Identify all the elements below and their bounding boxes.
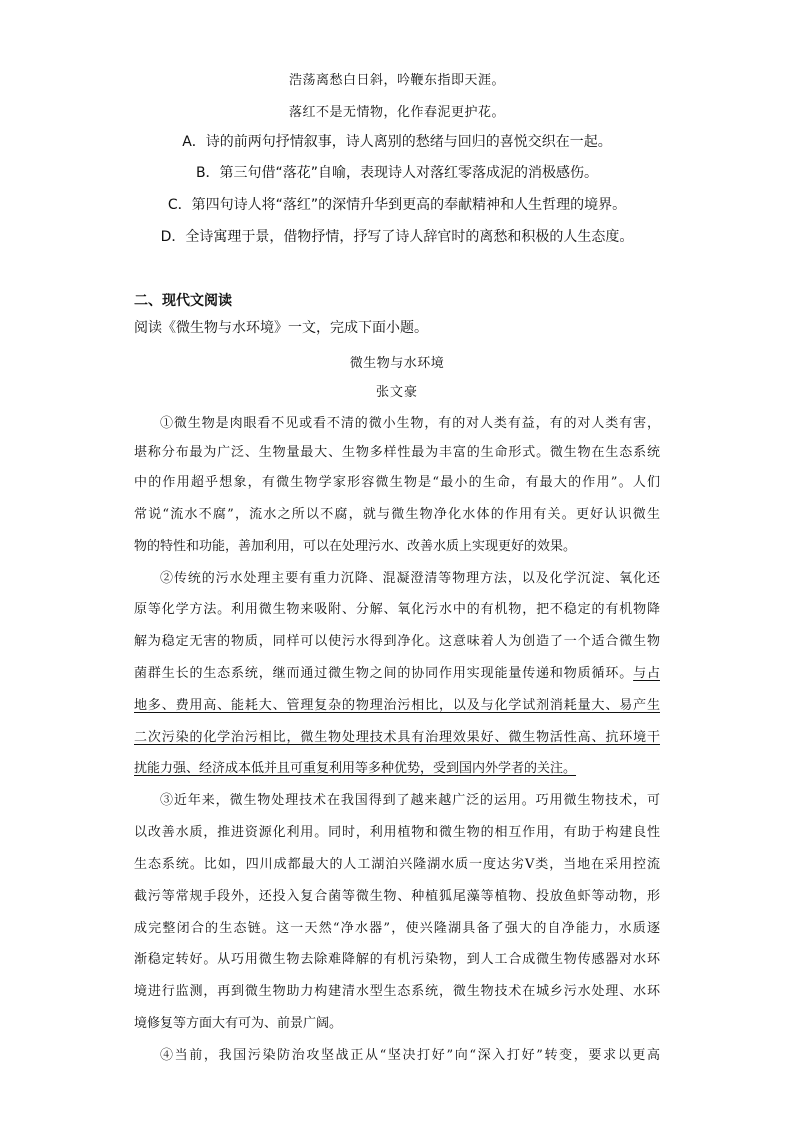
p2-line-4 — [134, 662, 660, 681]
option-a: A．诗的前两句抒情叙事，诗人离别的愁绪与回归的喜悦交织在一起。 — [182, 134, 612, 150]
p3-line-5: 成完整闭合的生态链。这一天然“净水器”，使兴隆湖具备了强大的自净能力，水质逐 — [134, 921, 660, 936]
p3-line-6: 渐稳定转好。从巧用微生物去除难降解的有机污染物，到人工合成微生物传感器对水环 — [134, 952, 660, 967]
p2-line-1: ②传统的污水处理主要有重力沉降、混凝澄清等物理方法，以及化学沉淀、氧化还 — [160, 571, 660, 586]
p3-line-2: 以改善水质，推进资源化利用。同时，利用植物和微生物的相互作用，有助于构建良性 — [134, 825, 660, 840]
p1-line-3: 中的作用超乎想象，有微生物学家形容微生物是“最小的生命，有最大的作用”。人们 — [134, 475, 660, 490]
p2-line-7 — [134, 757, 660, 776]
p1-line-5: 物的特性和功能，善加利用，可以在处理污水、改善水质上实现更好的效果。 — [134, 539, 577, 554]
p1-line-4: 常说“流水不腐”，流水之所以不腐，就与微生物净化水体的作用有关。更好认识微生 — [134, 507, 660, 522]
article-title: 微生物与水环境 — [349, 356, 445, 371]
article-author: 张文豪 — [375, 385, 418, 400]
section-heading: 二、现代文阅读 — [134, 293, 232, 309]
section-instruction: 阅读《微生物与水环境》一文，完成下面小题。 — [134, 320, 428, 336]
p2-underlined-line-1: 地多、费用高、能耗大、管理复杂的物理治污相比，以及与化学试剂消耗量大、易产生 — [134, 698, 660, 713]
p2-line-4-plain: 菌群生长的生态系统，继而通过微生物之间的协同作用实现能量传递和物质循环。 — [134, 666, 634, 681]
p4-line-1: ④当前，我国污染防治攻坚战正从“坚决打好”向“深入打好”转变，要求以更高 — [160, 1048, 660, 1063]
p3-line-3: 生态系统。比如，四川成都最大的人工湖泊兴隆湖水质一度达劣Ⅴ类，当地在采用控流 — [134, 857, 660, 872]
p1-line-2: 堪称分布最为广泛、生物量最大、生物多样性最为丰富的生命形式。微生物在生态系统 — [134, 445, 660, 460]
p3-line-1: ③近年来，微生物处理技术在我国得到了越来越广泛的运用。巧用微生物技术，可 — [160, 793, 660, 808]
p2-line-3: 解为稳定无害的物质，同样可以使污水得到净化。这意味着人为创造了一个适合微生物 — [134, 634, 660, 649]
p2-underlined-line-3: 扰能力强、经济成本低并且可重复利用等多种优势，受到国内外学者的关注。 — [134, 761, 577, 776]
p3-line-7: 境进行监测，再到微生物助力构建清水型生态系统，微生物技术在城乡污水处理、水环 — [134, 984, 660, 999]
p1-line-1: ①微生物是肉眼看不见或看不清的微小生物，有的对人类有益，有的对人类有害， — [160, 416, 660, 431]
option-b: B．第三句借“落花”自喻，表现诗人对落红零落成泥的消极感伤。 — [195, 165, 599, 181]
p2-underlined-line-2: 二次污染的化学治污相比，微生物处理技术具有治理效果好、微生物活性高、抗环境干 — [134, 730, 660, 745]
p2-underlined-start: 与占 — [633, 666, 660, 681]
p3-line-8: 境修复等方面大有可为、前景广阔。 — [134, 1016, 343, 1031]
poem-line-1: 浩荡离愁白日斜，吟鞭东指即天涯。 — [288, 73, 505, 88]
option-c: C．第四句诗人将“落红”的深情升华到更高的奉献精神和人生哲理的境界。 — [167, 197, 627, 213]
poem-line-2: 落红不是无情物，化作春泥更护花。 — [288, 105, 505, 120]
p3-line-4: 截污等常规手段外，还投入复合菌等微生物、种植狐尾藻等植物、投放鱼虾等动物，形 — [134, 889, 660, 904]
option-d: D．全诗寓理于景，借物抒情，抒写了诗人辞官时的离愁和积极的人生态度。 — [160, 229, 634, 245]
p2-line-2: 原等化学方法。利用微生物来吸附、分解、氧化污水中的有机物，把不稳定的有机物降 — [134, 602, 660, 617]
